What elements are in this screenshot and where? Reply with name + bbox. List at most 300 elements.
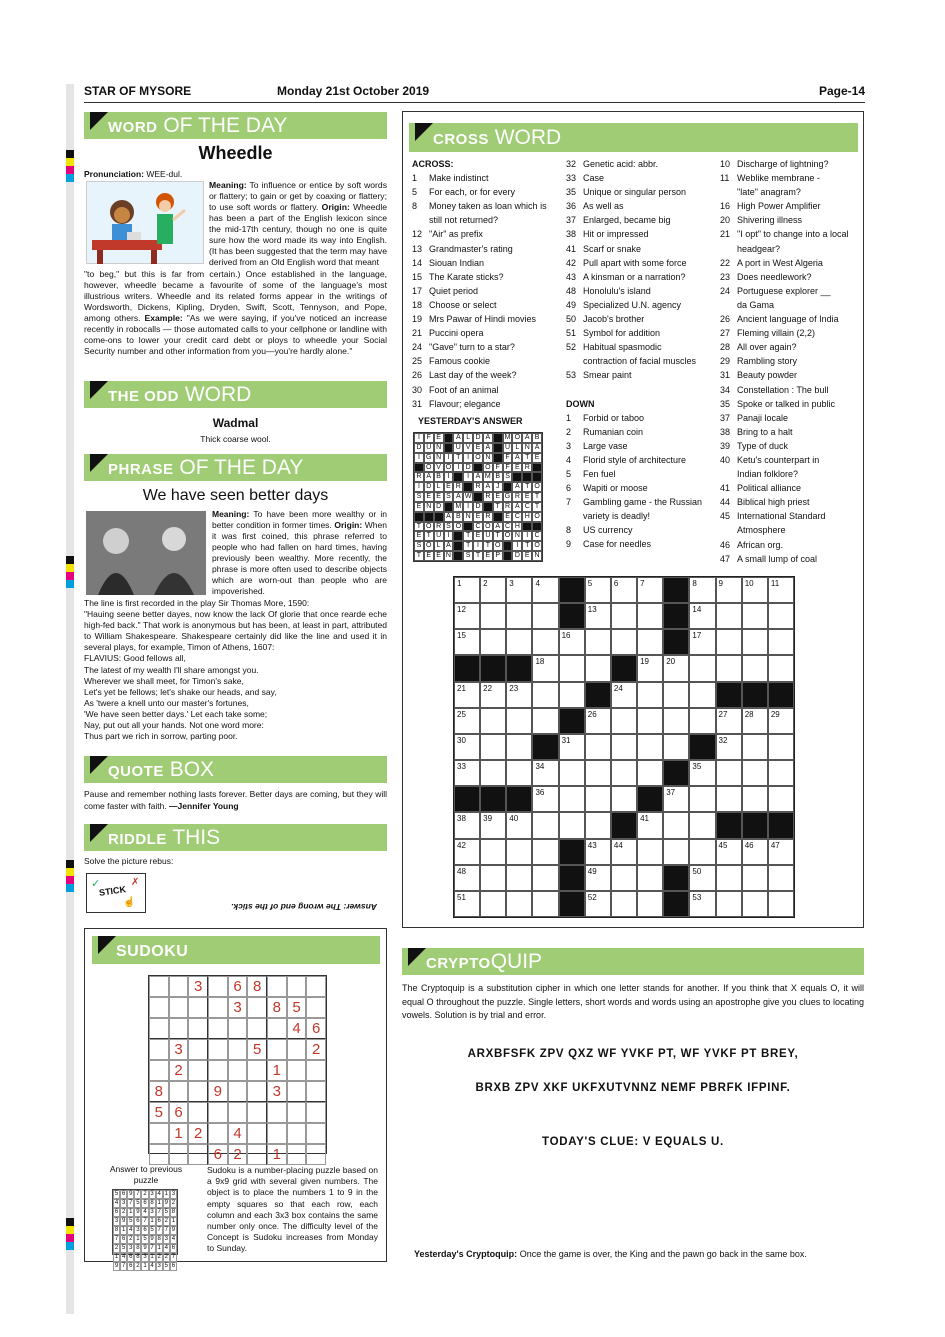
grid-cell[interactable] [768, 734, 794, 760]
sudoku-cell[interactable]: 2 [306, 1039, 326, 1060]
black-cell [559, 865, 585, 891]
grid-cell[interactable]: 24 [611, 682, 637, 708]
sudoku-cell[interactable] [208, 1123, 228, 1144]
answer-digit: 8 [136, 1245, 140, 1251]
grid-cell[interactable]: 51 [454, 891, 480, 917]
grid-cell[interactable] [637, 891, 663, 917]
grid-cell[interactable]: 46 [742, 839, 768, 865]
sudoku-cell[interactable] [306, 976, 326, 997]
grid-cell[interactable] [532, 812, 558, 838]
grid-cell[interactable] [585, 655, 611, 681]
grid-cell[interactable] [559, 812, 585, 838]
grid-cell[interactable] [611, 629, 637, 655]
sudoku-cell[interactable]: 3 [188, 976, 208, 997]
sudoku-cell[interactable]: 9 [208, 1081, 228, 1102]
grid-cell[interactable] [506, 708, 532, 734]
grid-cell[interactable]: 53 [689, 891, 715, 917]
grid-cell[interactable] [611, 734, 637, 760]
grid-cell[interactable]: 44 [611, 839, 637, 865]
grid-cell[interactable] [506, 891, 532, 917]
grid-cell[interactable] [689, 655, 715, 681]
grid-cell[interactable] [689, 812, 715, 838]
clue: 32 Genetic acid: abbr. [566, 159, 659, 169]
sudoku-cell[interactable] [228, 1018, 248, 1039]
grid-cell[interactable] [585, 786, 611, 812]
grid-cell[interactable] [689, 839, 715, 865]
grid-cell[interactable] [585, 812, 611, 838]
sudoku-cell[interactable] [169, 997, 189, 1018]
sudoku-cell[interactable] [247, 1123, 267, 1144]
answer-digit: 7 [121, 1263, 126, 1269]
grid-cell[interactable]: 17 [689, 629, 715, 655]
sudoku-cell[interactable] [287, 1102, 307, 1123]
clue: 47 A small lump of coal [720, 553, 818, 564]
grid-cell[interactable]: 23 [506, 682, 532, 708]
answer-cell: R [522, 463, 532, 473]
sudoku-cell[interactable] [306, 1081, 326, 1102]
grid-cell[interactable]: 15 [454, 629, 480, 655]
grid-cell[interactable]: 19 [637, 655, 663, 681]
answer-digit: 4 [121, 1254, 126, 1260]
grid-cell[interactable] [480, 734, 506, 760]
sudoku-cell[interactable] [287, 1060, 307, 1081]
grid-cell[interactable] [637, 603, 663, 629]
sudoku-cell[interactable] [287, 1039, 307, 1060]
sudoku-cell[interactable]: 3 [267, 1081, 287, 1102]
grid-cell[interactable]: 9 [716, 577, 742, 603]
grid-cell[interactable]: 34 [532, 760, 558, 786]
sudoku-cell[interactable] [208, 1018, 228, 1039]
sudoku-cell[interactable] [188, 1081, 208, 1102]
grid-cell[interactable] [559, 760, 585, 786]
grid-cell[interactable]: 4 [532, 577, 558, 603]
grid-cell[interactable]: 52 [585, 891, 611, 917]
grid-cell[interactable]: 48 [454, 865, 480, 891]
sudoku-header: SUDOKU [92, 936, 380, 964]
word-of-day-header: WORD OF THE DAY [84, 112, 387, 139]
grid-cell[interactable]: 39 [480, 812, 506, 838]
grid-cell[interactable] [689, 708, 715, 734]
crossword-grid[interactable] [453, 576, 795, 918]
sudoku-cell[interactable]: 8 [267, 997, 287, 1018]
answer-cell: E [483, 551, 493, 561]
page-number: Page-14 [818, 84, 865, 98]
sudoku-cell[interactable]: 5 [149, 1102, 169, 1123]
grid-cell[interactable]: 13 [585, 603, 611, 629]
grid-cell[interactable] [742, 891, 768, 917]
answer-cell [473, 492, 483, 502]
sudoku-cell[interactable] [228, 1102, 248, 1123]
grid-cell[interactable] [532, 708, 558, 734]
paper-name: STAR OF MYSORE [84, 84, 192, 98]
grid-cell[interactable] [742, 603, 768, 629]
sudoku-cell[interactable] [306, 1102, 326, 1123]
grid-cell[interactable] [663, 839, 689, 865]
grid-cell[interactable] [716, 655, 742, 681]
sudoku-cell[interactable] [247, 1060, 267, 1081]
sudoku-cell[interactable] [208, 997, 228, 1018]
answer-digit: 3 [150, 1191, 154, 1197]
sudoku-cell[interactable] [247, 1018, 267, 1039]
grid-cell[interactable] [637, 629, 663, 655]
grid-cell[interactable]: 40 [506, 812, 532, 838]
sudoku-cell[interactable] [247, 1102, 267, 1123]
grid-cell[interactable]: 37 [663, 786, 689, 812]
sudoku-cell[interactable] [188, 1018, 208, 1039]
answer-cell: R [434, 522, 444, 532]
answer-digit: 6 [129, 1263, 133, 1269]
sudoku-cell[interactable]: 6 [169, 1102, 189, 1123]
clue: 18 Choose or select [412, 299, 497, 310]
clue: 5 Fen fuel [566, 468, 616, 479]
answer-cell: C [512, 512, 522, 522]
grid-cell[interactable] [716, 865, 742, 891]
grid-cell[interactable] [742, 629, 768, 655]
grid-cell[interactable] [663, 812, 689, 838]
grid-cell[interactable] [768, 786, 794, 812]
sudoku-cell[interactable]: 6 [228, 976, 248, 997]
sudoku-cell[interactable] [149, 976, 169, 997]
answer-digit: 3 [129, 1245, 133, 1251]
answer-digit: 6 [136, 1218, 140, 1224]
grid-cell[interactable] [611, 760, 637, 786]
sudoku-cell[interactable] [149, 1018, 169, 1039]
answer-cell: T [532, 492, 542, 502]
clue: 41 Scarf or snake [566, 243, 642, 254]
sudoku-cell[interactable] [149, 1144, 169, 1165]
answer-cell: D [512, 551, 522, 561]
grid-cell[interactable] [637, 682, 663, 708]
grid-cell[interactable]: 27 [716, 708, 742, 734]
answer-cell [444, 502, 454, 512]
answer-cell: U [453, 443, 463, 453]
sudoku-cell[interactable]: 5 [287, 997, 307, 1018]
answer-cell: A [473, 472, 483, 482]
sudoku-cell[interactable]: 1 [267, 1144, 287, 1165]
grid-cell[interactable] [663, 708, 689, 734]
answer-digit: 4 [129, 1227, 133, 1233]
grid-cell[interactable]: 35 [689, 760, 715, 786]
grid-cell[interactable] [611, 708, 637, 734]
sudoku-cell[interactable] [306, 997, 326, 1018]
sudoku-cell[interactable]: 1 [267, 1060, 287, 1081]
grid-cell[interactable] [689, 786, 715, 812]
grid-cell[interactable] [532, 891, 558, 917]
grid-cell[interactable] [637, 708, 663, 734]
sudoku-cell[interactable] [287, 976, 307, 997]
grid-cell[interactable]: 25 [454, 708, 480, 734]
grid-cell[interactable]: 20 [663, 655, 689, 681]
grid-cell[interactable] [611, 865, 637, 891]
sudoku-cell[interactable]: 8 [247, 976, 267, 997]
sudoku-cell[interactable] [169, 976, 189, 997]
black-cell [742, 682, 768, 708]
answer-cell: R [453, 482, 463, 492]
grid-cell[interactable] [585, 629, 611, 655]
sudoku-cell[interactable] [169, 1018, 189, 1039]
grid-cell[interactable] [480, 708, 506, 734]
answer-digit: 6 [121, 1191, 126, 1197]
grid-cell[interactable]: 3 [506, 577, 532, 603]
grid-cell[interactable] [532, 682, 558, 708]
grid-cell[interactable] [689, 682, 715, 708]
sudoku-cell[interactable]: 5 [247, 1039, 267, 1060]
grid-cell[interactable] [506, 760, 532, 786]
answer-cell: D [414, 443, 424, 453]
grid-cell[interactable] [716, 891, 742, 917]
sudoku-cell[interactable] [188, 997, 208, 1018]
black-cell [663, 891, 689, 917]
grid-cell[interactable] [585, 734, 611, 760]
color-marks-4 [66, 1218, 74, 1250]
clue: 39 Type of duck [720, 440, 789, 451]
sudoku-cell[interactable] [208, 976, 228, 997]
grid-cell[interactable] [742, 760, 768, 786]
grid-cell[interactable]: 29 [768, 708, 794, 734]
grid-cell[interactable] [742, 865, 768, 891]
sudoku-cell[interactable]: 2 [228, 1144, 248, 1165]
sudoku-cell[interactable] [306, 1123, 326, 1144]
grid-cell[interactable] [637, 865, 663, 891]
grid-cell[interactable]: 11 [768, 577, 794, 603]
sudoku-cell[interactable]: 3 [169, 1039, 189, 1060]
sudoku-cell[interactable] [247, 997, 267, 1018]
sudoku-cell[interactable]: 6 [306, 1018, 326, 1039]
grid-cell[interactable] [637, 760, 663, 786]
answer-cell: L [463, 433, 473, 443]
sudoku-cell[interactable] [267, 1123, 287, 1144]
answer-digit: 6 [171, 1245, 176, 1251]
answer-cell: T [483, 541, 493, 551]
grid-cell[interactable]: 45 [716, 839, 742, 865]
sudoku-cell[interactable] [188, 1144, 208, 1165]
grid-cell[interactable] [559, 655, 585, 681]
answer-cell: E [434, 492, 444, 502]
answer-cell [493, 443, 503, 453]
sudoku-cell[interactable] [228, 1081, 248, 1102]
answer-cell: R [503, 502, 513, 512]
sudoku-cell[interactable] [287, 1123, 307, 1144]
grid-cell[interactable] [532, 629, 558, 655]
black-cell [506, 786, 532, 812]
grid-cell[interactable] [716, 603, 742, 629]
clue: 43 A kinsman or a narration? [566, 271, 686, 282]
sudoku-description: Sudoku is a number-placing puzzle based on a 9x9 grid with several given numbers. The object is to place the numbers 1 to 9 in the empty squares so that each row, each column and each 3x3 box contains the same number only once. The difficulty level of the Concept is Sudoku increases from Monday to Sunday. [207, 1165, 378, 1254]
grid-cell[interactable] [480, 760, 506, 786]
grid-cell[interactable]: 33 [454, 760, 480, 786]
grid-cell[interactable] [716, 786, 742, 812]
grid-cell[interactable] [637, 734, 663, 760]
sudoku-cell[interactable] [208, 1039, 228, 1060]
grid-cell[interactable] [559, 786, 585, 812]
sudoku-cell[interactable] [306, 1144, 326, 1165]
answer-cell: T [453, 453, 463, 463]
grid-cell[interactable] [742, 734, 768, 760]
grid-cell[interactable] [532, 839, 558, 865]
grid-cell[interactable]: 18 [532, 655, 558, 681]
grid-cell[interactable]: 42 [454, 839, 480, 865]
sudoku-cell[interactable] [228, 1060, 248, 1081]
grid-cell[interactable] [768, 629, 794, 655]
potd-phrase: We have seen better days [142, 487, 329, 504]
grid-cell[interactable] [768, 760, 794, 786]
grid-cell[interactable]: 21 [454, 682, 480, 708]
grid-cell[interactable] [768, 655, 794, 681]
grid-cell[interactable]: 43 [585, 839, 611, 865]
sudoku-cell[interactable]: 2 [169, 1060, 189, 1081]
grid-cell[interactable] [480, 629, 506, 655]
sudoku-cell[interactable] [149, 1123, 169, 1144]
answer-digit: 3 [143, 1254, 147, 1260]
sudoku-cell[interactable] [247, 1081, 267, 1102]
grid-cell[interactable]: 49 [585, 865, 611, 891]
grid-cell[interactable]: 32 [716, 734, 742, 760]
grid-cell[interactable]: 38 [454, 812, 480, 838]
black-cell [663, 603, 689, 629]
answer-digit: 8 [114, 1227, 119, 1233]
sudoku-cell[interactable] [149, 1060, 169, 1081]
sudoku-cell[interactable] [267, 1018, 287, 1039]
black-cell [480, 655, 506, 681]
grid-cell[interactable] [611, 786, 637, 812]
grid-cell[interactable]: 16 [559, 629, 585, 655]
grid-cell[interactable]: 14 [689, 603, 715, 629]
answer-cell [503, 482, 513, 492]
grid-cell[interactable] [742, 786, 768, 812]
sudoku-cell[interactable] [228, 1039, 248, 1060]
answer-digit: 4 [150, 1263, 154, 1269]
sudoku-cell[interactable] [267, 1039, 287, 1060]
sudoku-grid[interactable] [148, 975, 327, 1163]
grid-cell[interactable] [663, 734, 689, 760]
grid-cell[interactable]: 28 [742, 708, 768, 734]
grid-cell[interactable] [532, 603, 558, 629]
grid-cell[interactable]: 6 [611, 577, 637, 603]
grid-cell[interactable]: 30 [454, 734, 480, 760]
grid-cell[interactable] [480, 603, 506, 629]
sudoku-cell[interactable]: 8 [149, 1081, 169, 1102]
clue: 38 Bring to a halt [720, 426, 793, 437]
clue: 26 Last day of the week? [412, 370, 517, 381]
grid-cell[interactable]: 50 [689, 865, 715, 891]
grid-cell[interactable] [506, 865, 532, 891]
issue-date: Monday 21st October 2019 [277, 84, 430, 98]
answer-cell: T [532, 502, 542, 512]
grid-cell[interactable]: 31 [559, 734, 585, 760]
sudoku-cell[interactable] [149, 997, 169, 1018]
grid-cell[interactable] [768, 891, 794, 917]
sudoku-cell[interactable] [188, 1102, 208, 1123]
answer-digit: 3 [121, 1200, 126, 1206]
grid-cell[interactable]: 26 [585, 708, 611, 734]
sudoku-cell[interactable] [169, 1081, 189, 1102]
sudoku-cell[interactable] [267, 1102, 287, 1123]
clue: 8 Money taken as loan which is [412, 201, 547, 212]
clue: 50 Jacob's brother [566, 314, 645, 325]
sudoku-cell[interactable] [208, 1060, 228, 1081]
grid-cell[interactable] [637, 839, 663, 865]
grid-cell[interactable]: 12 [454, 603, 480, 629]
grid-cell[interactable] [506, 734, 532, 760]
answer-digit: 5 [164, 1263, 168, 1269]
grid-cell[interactable] [506, 629, 532, 655]
sudoku-cell[interactable] [208, 1102, 228, 1123]
grid-cell[interactable] [585, 760, 611, 786]
clue: 46 African org. [720, 539, 784, 550]
answer-cell: C [503, 522, 513, 532]
grid-cell[interactable] [480, 891, 506, 917]
sudoku-cell[interactable]: 2 [188, 1123, 208, 1144]
answer-digit: 3 [171, 1191, 176, 1197]
grid-cell[interactable] [559, 682, 585, 708]
grid-cell[interactable]: 5 [585, 577, 611, 603]
clue: 31 Beauty powder [720, 370, 798, 381]
grid-cell[interactable]: 22 [480, 682, 506, 708]
grid-cell[interactable]: 2 [480, 577, 506, 603]
grid-cell[interactable] [611, 603, 637, 629]
grid-cell[interactable] [532, 865, 558, 891]
grid-cell[interactable] [663, 682, 689, 708]
sudoku-cell[interactable]: 4 [228, 1123, 248, 1144]
grid-cell[interactable] [506, 839, 532, 865]
sudoku-cell[interactable]: 4 [287, 1018, 307, 1039]
clue: 10 Discharge of lightning? [720, 159, 829, 169]
answer-digit: 2 [121, 1209, 126, 1215]
wotd-illustration [86, 181, 204, 264]
black-cell [663, 760, 689, 786]
sudoku-cell[interactable]: 3 [228, 997, 248, 1018]
sudoku-cell[interactable] [169, 1144, 189, 1165]
answer-digit: 2 [129, 1236, 133, 1242]
sudoku-cell[interactable]: 1 [169, 1123, 189, 1144]
clue: 31 Flavour; elegance [412, 398, 501, 409]
clue: Indian folklore? [737, 469, 799, 480]
grid-cell[interactable]: 8 [689, 577, 715, 603]
grid-cell[interactable] [480, 865, 506, 891]
black-cell [663, 577, 689, 603]
sudoku-cell[interactable]: 6 [208, 1144, 228, 1165]
grid-cell[interactable] [716, 760, 742, 786]
grid-cell[interactable]: 41 [637, 812, 663, 838]
sudoku-cell[interactable] [188, 1060, 208, 1081]
sudoku-cell[interactable] [267, 976, 287, 997]
cryptoquip-intro: The Cryptoquip is a substitution cipher in which one letter stands for another. If you think that X equals O, it will equal O throughout the puzzle. Single letters, short words and words using an apostrophe give you clues to locating vowels. Solution is by trial and error. [402, 983, 864, 1020]
grid-cell[interactable] [742, 655, 768, 681]
sudoku-cell[interactable] [287, 1081, 307, 1102]
sudoku-cell[interactable] [149, 1039, 169, 1060]
clue: 28 All over again? [720, 342, 797, 353]
sudoku-cell[interactable] [306, 1060, 326, 1081]
answer-digit: 6 [114, 1209, 119, 1215]
grid-cell[interactable] [611, 891, 637, 917]
answer-digit: 7 [143, 1218, 147, 1224]
grid-cell[interactable] [768, 603, 794, 629]
grid-cell[interactable] [506, 603, 532, 629]
grid-cell[interactable]: 7 [637, 577, 663, 603]
sudoku-cell[interactable] [188, 1039, 208, 1060]
sudoku-cell[interactable] [247, 1144, 267, 1165]
riddle-rebus [86, 873, 146, 913]
grid-cell[interactable] [480, 839, 506, 865]
grid-cell[interactable] [716, 629, 742, 655]
sudoku-cell[interactable] [287, 1144, 307, 1165]
grid-cell[interactable] [768, 865, 794, 891]
grid-cell[interactable]: 1 [454, 577, 480, 603]
grid-cell[interactable]: 47 [768, 839, 794, 865]
grid-cell[interactable]: 36 [532, 786, 558, 812]
grid-cell[interactable]: 10 [742, 577, 768, 603]
answer-cell: O [424, 463, 434, 473]
